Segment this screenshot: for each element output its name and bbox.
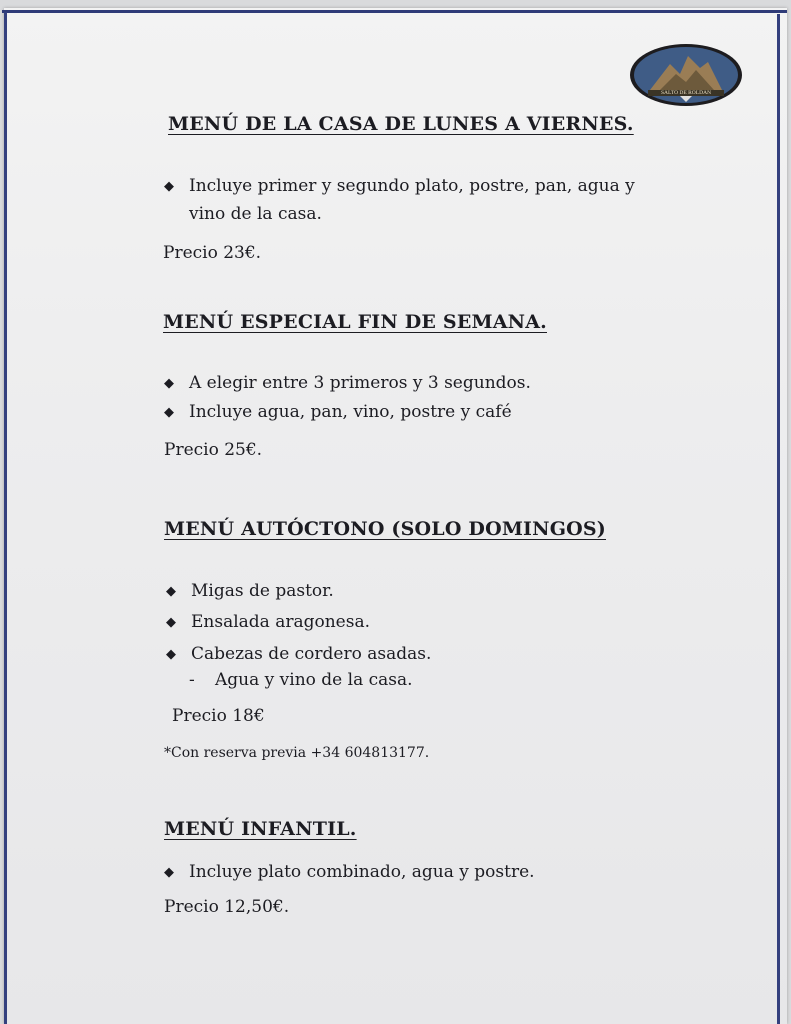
reservation-note: *Con reserva previa +34 604813177. xyxy=(164,745,430,761)
dash-bullet-icon: - xyxy=(189,670,195,690)
diamond-bullet-icon: ◆ xyxy=(166,584,176,599)
price-autoctono: Precio 18€ xyxy=(172,706,265,726)
page-border-right xyxy=(777,14,780,1024)
page-border-top xyxy=(2,10,787,13)
price-infantil: Precio 12,50€. xyxy=(164,897,290,917)
price-weekday: Precio 23€. xyxy=(163,243,262,263)
diamond-bullet-icon: ◆ xyxy=(166,647,176,662)
logo-text: SALTO DE ROLDAN xyxy=(660,90,712,96)
section-title-autoctono: MENÚ AUTÓCTONO (SOLO DOMINGOS) xyxy=(164,518,606,540)
restaurant-logo xyxy=(630,44,742,106)
diamond-bullet-icon: ◆ xyxy=(164,179,174,194)
diamond-bullet-icon: ◆ xyxy=(164,865,174,880)
page-border-left xyxy=(4,12,7,1024)
price-weekend: Precio 25€. xyxy=(164,440,263,460)
diamond-bullet-icon: ◆ xyxy=(164,376,174,391)
diamond-bullet-icon: ◆ xyxy=(164,405,174,420)
diamond-bullet-icon: ◆ xyxy=(166,615,176,630)
section-title-weekend: MENÚ ESPECIAL FIN DE SEMANA. xyxy=(163,311,547,333)
section-title-weekday: MENÚ DE LA CASA DE LUNES A VIERNES. xyxy=(168,113,634,135)
section-title-infantil: MENÚ INFANTIL. xyxy=(164,818,357,840)
